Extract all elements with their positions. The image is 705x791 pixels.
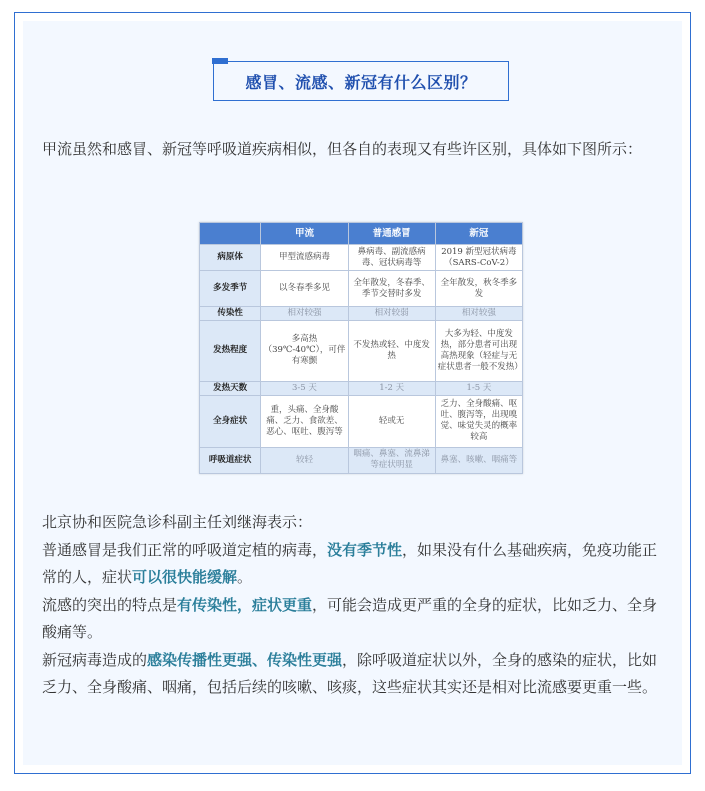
table-cell: 3-5 天: [261, 381, 348, 395]
table-header-flu-a: 甲流: [261, 223, 348, 245]
table-cell: 鼻病毒、副流感病毒、冠状病毒等: [348, 245, 435, 271]
table-cell: 相对较强: [435, 307, 522, 321]
section-title: 感冒、流感、新冠有什么区别？: [245, 72, 477, 92]
table-cell: 乏力、全身酸痛、呕吐、腹泻等，出现嗅觉、味觉失灵的概率较高: [435, 395, 522, 447]
table-row: [200, 395, 523, 447]
table-cell: 相对较弱: [348, 307, 435, 321]
table-cell: 1-2 天: [348, 381, 435, 395]
row-label: 全身症状: [200, 395, 261, 447]
row-label: 呼吸道症状: [200, 447, 261, 473]
paragraph-text: 流感的突出的特点是: [42, 595, 178, 614]
article-frame: [14, 12, 691, 774]
row-label: 发热程度: [200, 321, 261, 381]
table-cell: 鼻塞、咳嗽、咽痛等: [435, 447, 522, 473]
table-row: [200, 307, 523, 321]
table-header-covid: 新冠: [435, 223, 522, 245]
paragraph-text: 普通感冒是我们正常的呼吸道定植的病毒，: [42, 540, 328, 559]
row-label: 病原体: [200, 245, 261, 271]
paragraph-text: 。: [237, 568, 253, 586]
table-row: [200, 321, 523, 381]
paragraph-covid: [42, 647, 672, 702]
quote-attribution: 北京协和医院急诊科副主任刘继海表示：: [42, 513, 313, 531]
paragraph-flu: [42, 592, 672, 647]
table-cell: 以冬春季多见: [261, 271, 348, 307]
comparison-table-image: [199, 222, 523, 474]
row-label: 发热天数: [200, 381, 261, 395]
article-panel: [23, 21, 682, 765]
highlight-text: 有传染性，症状更重: [177, 595, 313, 614]
highlight-text: 可以很快能缓解: [132, 568, 238, 586]
table-cell: 大多为轻、中度发热，部分患者可出现高热现象（轻症与无症状患者一般不发热）: [435, 321, 522, 381]
table-row: [200, 245, 523, 271]
article-body: [42, 509, 672, 702]
table-row: [200, 381, 523, 395]
table-corner: [200, 223, 261, 245]
paragraph-cold: [42, 537, 672, 592]
table-cell: 较轻: [261, 447, 348, 473]
paragraph-text: ，如果没有什么基础疾病，免疫功能正常的人，症状: [42, 540, 658, 586]
paragraph-text: ，可能会造成更严重的全身的症状，比如乏力、全身酸痛等。: [42, 595, 658, 641]
comparison-table: [199, 222, 523, 474]
paragraph-text: ，除呼吸道症状以外，全身的感染的症状，比如乏力、全身酸痛、咽痛，包括后续的咳嗽、咳痰，这些症状其实还是相对比流感要更重一些。: [42, 650, 658, 696]
table-cell: 多高热（39℃-40℃），可伴有寒颤: [261, 321, 348, 381]
table-cell: 1-5 天: [435, 381, 522, 395]
highlight-text: 没有季节性: [327, 540, 403, 559]
highlight-text: 感染传播性更强、传染性更强: [147, 650, 343, 669]
section-title-box: [213, 61, 509, 101]
table-row: [200, 271, 523, 307]
intro-paragraph: 甲流虽然和感冒、新冠等呼吸道疾病相似，但各自的表现又有些许区别，具体如下图所示：: [42, 140, 643, 158]
row-label: 传染性: [200, 307, 261, 321]
table-cell: 相对较强: [261, 307, 348, 321]
row-label: 多发季节: [200, 271, 261, 307]
table-cell: 甲型流感病毒: [261, 245, 348, 271]
table-row: [200, 447, 523, 473]
table-cell: 咽痛、鼻塞、流鼻涕等症状明显: [348, 447, 435, 473]
table-cell: 全年散发，冬春季、季节交替时多发: [348, 271, 435, 307]
table-header-cold: 普通感冒: [348, 223, 435, 245]
title-accent-bar: [212, 58, 228, 64]
table-cell: 重，头痛、全身酸痛、乏力、食欲差、恶心、呕吐、腹泻等: [261, 395, 348, 447]
table-cell: 轻或无: [348, 395, 435, 447]
table-cell: 2019 新型冠状病毒（SARS-CoV-2）: [435, 245, 522, 271]
table-cell: 不发热或轻、中度发热: [348, 321, 435, 381]
paragraph-text: 新冠病毒造成的: [42, 650, 148, 669]
table-cell: 全年散发，秋冬季多发: [435, 271, 522, 307]
